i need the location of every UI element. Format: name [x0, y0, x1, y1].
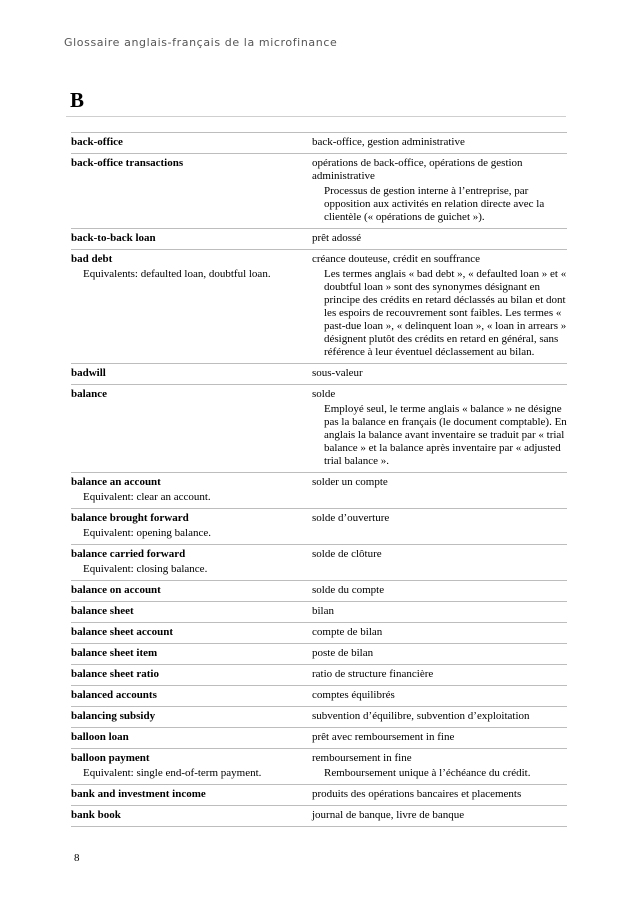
french-translation: comptes équilibrés	[312, 689, 395, 701]
french-translation: solde de clôture	[312, 548, 382, 560]
glossary-entry	[71, 643, 567, 664]
french-column	[312, 367, 567, 380]
glossary-entry	[71, 580, 567, 601]
glossary-entry	[71, 664, 567, 685]
glossary-entry	[71, 748, 567, 784]
french-translation: sous-valeur	[312, 367, 363, 379]
french-translation: produits des opérations bancaires et placements	[312, 788, 522, 800]
glossary-entry	[71, 472, 567, 508]
french-note: Employé seul, le terme anglais « balance » ne désigne pas la balance en français (le document comptable). En anglais la balance avant inventaire se traduit par « trial balance » et la balance après inventaire par « adjusted trial balance ».	[324, 403, 567, 467]
french-translation: prêt adossé	[312, 232, 362, 244]
french-translation: remboursement in fine	[312, 752, 412, 764]
glossary-entry	[71, 249, 567, 363]
glossary-entry	[71, 508, 567, 544]
french-column	[312, 752, 567, 780]
glossary-entry	[71, 622, 567, 643]
english-column	[71, 752, 312, 780]
french-column	[312, 668, 567, 681]
english-column	[71, 232, 312, 245]
french-translation: solde	[312, 388, 336, 400]
english-term: balance sheet account	[71, 626, 174, 638]
glossary-entry	[71, 784, 567, 805]
french-translation: solde du compte	[312, 584, 385, 596]
glossary-entry	[71, 363, 567, 384]
english-equivalents: Equivalent: closing balance.	[83, 563, 208, 575]
english-term: bad debt	[71, 253, 113, 265]
english-term: balance brought forward	[71, 512, 189, 524]
english-column	[71, 710, 312, 723]
french-column	[312, 710, 567, 723]
english-term: balance carried forward	[71, 548, 186, 560]
english-column	[71, 157, 312, 224]
french-translation: prêt avec remboursement in fine	[312, 731, 455, 743]
english-column	[71, 548, 312, 576]
glossary-entry	[71, 228, 567, 249]
english-column	[71, 689, 312, 702]
english-column	[71, 388, 312, 468]
english-equivalents: Equivalent: single end-of-term payment.	[83, 767, 262, 779]
french-column	[312, 731, 567, 744]
french-note: Les termes anglais « bad debt », « defaulted loan » et « doubtful loan » sont des synonymes désignant en principe des crédits en retard déclassés au bilan et dont les espoirs de recouvrement sont faibles. Les termes « past-due loan », « delinquent loan », « loan in arrears » désignent plutôt des crédits en retard en général, sans référence à leur éventuel déclassement au bilan.	[324, 268, 567, 358]
french-translation: back-office, gestion administrative	[312, 136, 465, 148]
english-column	[71, 367, 312, 380]
french-translation: opérations de back-office, opérations de gestion administrative	[312, 157, 523, 182]
french-note: Remboursement unique à l’échéance du crédit.	[324, 767, 531, 779]
french-column	[312, 232, 567, 245]
english-column	[71, 136, 312, 149]
english-equivalents: Equivalent: clear an account.	[83, 491, 211, 503]
french-column	[312, 388, 567, 468]
english-term: balancing subsidy	[71, 710, 156, 722]
french-column	[312, 512, 567, 540]
french-translation: poste de bilan	[312, 647, 374, 659]
glossary-entry	[71, 153, 567, 228]
french-column	[312, 253, 567, 359]
french-note: Processus de gestion interne à l’entreprise, par opposition aux activités en relation directe avec la clientèle (« opérations de guichet »).	[324, 185, 545, 223]
glossary-entry	[71, 727, 567, 748]
english-term: back-to-back loan	[71, 232, 156, 244]
english-column	[71, 809, 312, 822]
english-column	[71, 476, 312, 504]
french-column	[312, 605, 567, 618]
glossary-entry	[71, 706, 567, 727]
glossary-entry	[71, 805, 567, 827]
french-translation: solde d’ouverture	[312, 512, 390, 524]
french-column	[312, 548, 567, 576]
english-term: bank book	[71, 809, 121, 821]
french-column	[312, 157, 567, 224]
english-equivalents: Equivalent: opening balance.	[83, 527, 211, 539]
english-equivalents: Equivalents: defaulted loan, doubtful loan.	[83, 268, 271, 280]
french-column	[312, 689, 567, 702]
english-column	[71, 668, 312, 681]
glossary-entry	[71, 132, 567, 153]
section-divider	[66, 116, 566, 117]
french-translation: journal de banque, livre de banque	[312, 809, 465, 821]
english-column	[71, 731, 312, 744]
english-term: balance an account	[71, 476, 161, 488]
french-column	[312, 809, 567, 822]
french-translation: compte de bilan	[312, 626, 383, 638]
page-number: 8	[74, 852, 80, 864]
french-column	[312, 584, 567, 597]
french-translation: ratio de structure financière	[312, 668, 434, 680]
french-column	[312, 788, 567, 801]
english-column	[71, 605, 312, 618]
glossary-entry	[71, 601, 567, 622]
english-column	[71, 584, 312, 597]
english-column	[71, 253, 312, 359]
glossary-entry	[71, 544, 567, 580]
english-term: balloon loan	[71, 731, 129, 743]
english-term: badwill	[71, 367, 106, 379]
glossary-table	[71, 132, 567, 827]
french-column	[312, 476, 567, 504]
english-term: balance sheet item	[71, 647, 158, 659]
french-translation: bilan	[312, 605, 334, 617]
english-term: balance	[71, 388, 108, 400]
english-term: balance sheet ratio	[71, 668, 159, 680]
english-term: back-office	[71, 136, 123, 148]
english-column	[71, 626, 312, 639]
running-header: Glossaire anglais-français de la microfinance	[64, 36, 338, 49]
french-translation: créance douteuse, crédit en souffrance	[312, 253, 481, 265]
french-column	[312, 136, 567, 149]
english-column	[71, 647, 312, 660]
glossary-entry	[71, 685, 567, 706]
english-column	[71, 788, 312, 801]
french-translation: subvention d’équilibre, subvention d’exploitation	[312, 710, 530, 722]
english-term: back-office transactions	[71, 157, 184, 169]
french-column	[312, 647, 567, 660]
english-term: balance on account	[71, 584, 161, 596]
english-term: balanced accounts	[71, 689, 157, 701]
english-column	[71, 512, 312, 540]
english-term: bank and investment income	[71, 788, 206, 800]
english-term: balance sheet	[71, 605, 134, 617]
french-translation: solder un compte	[312, 476, 388, 488]
glossary-entry	[71, 384, 567, 472]
english-term: balloon payment	[71, 752, 150, 764]
french-column	[312, 626, 567, 639]
section-letter: B	[70, 88, 85, 112]
